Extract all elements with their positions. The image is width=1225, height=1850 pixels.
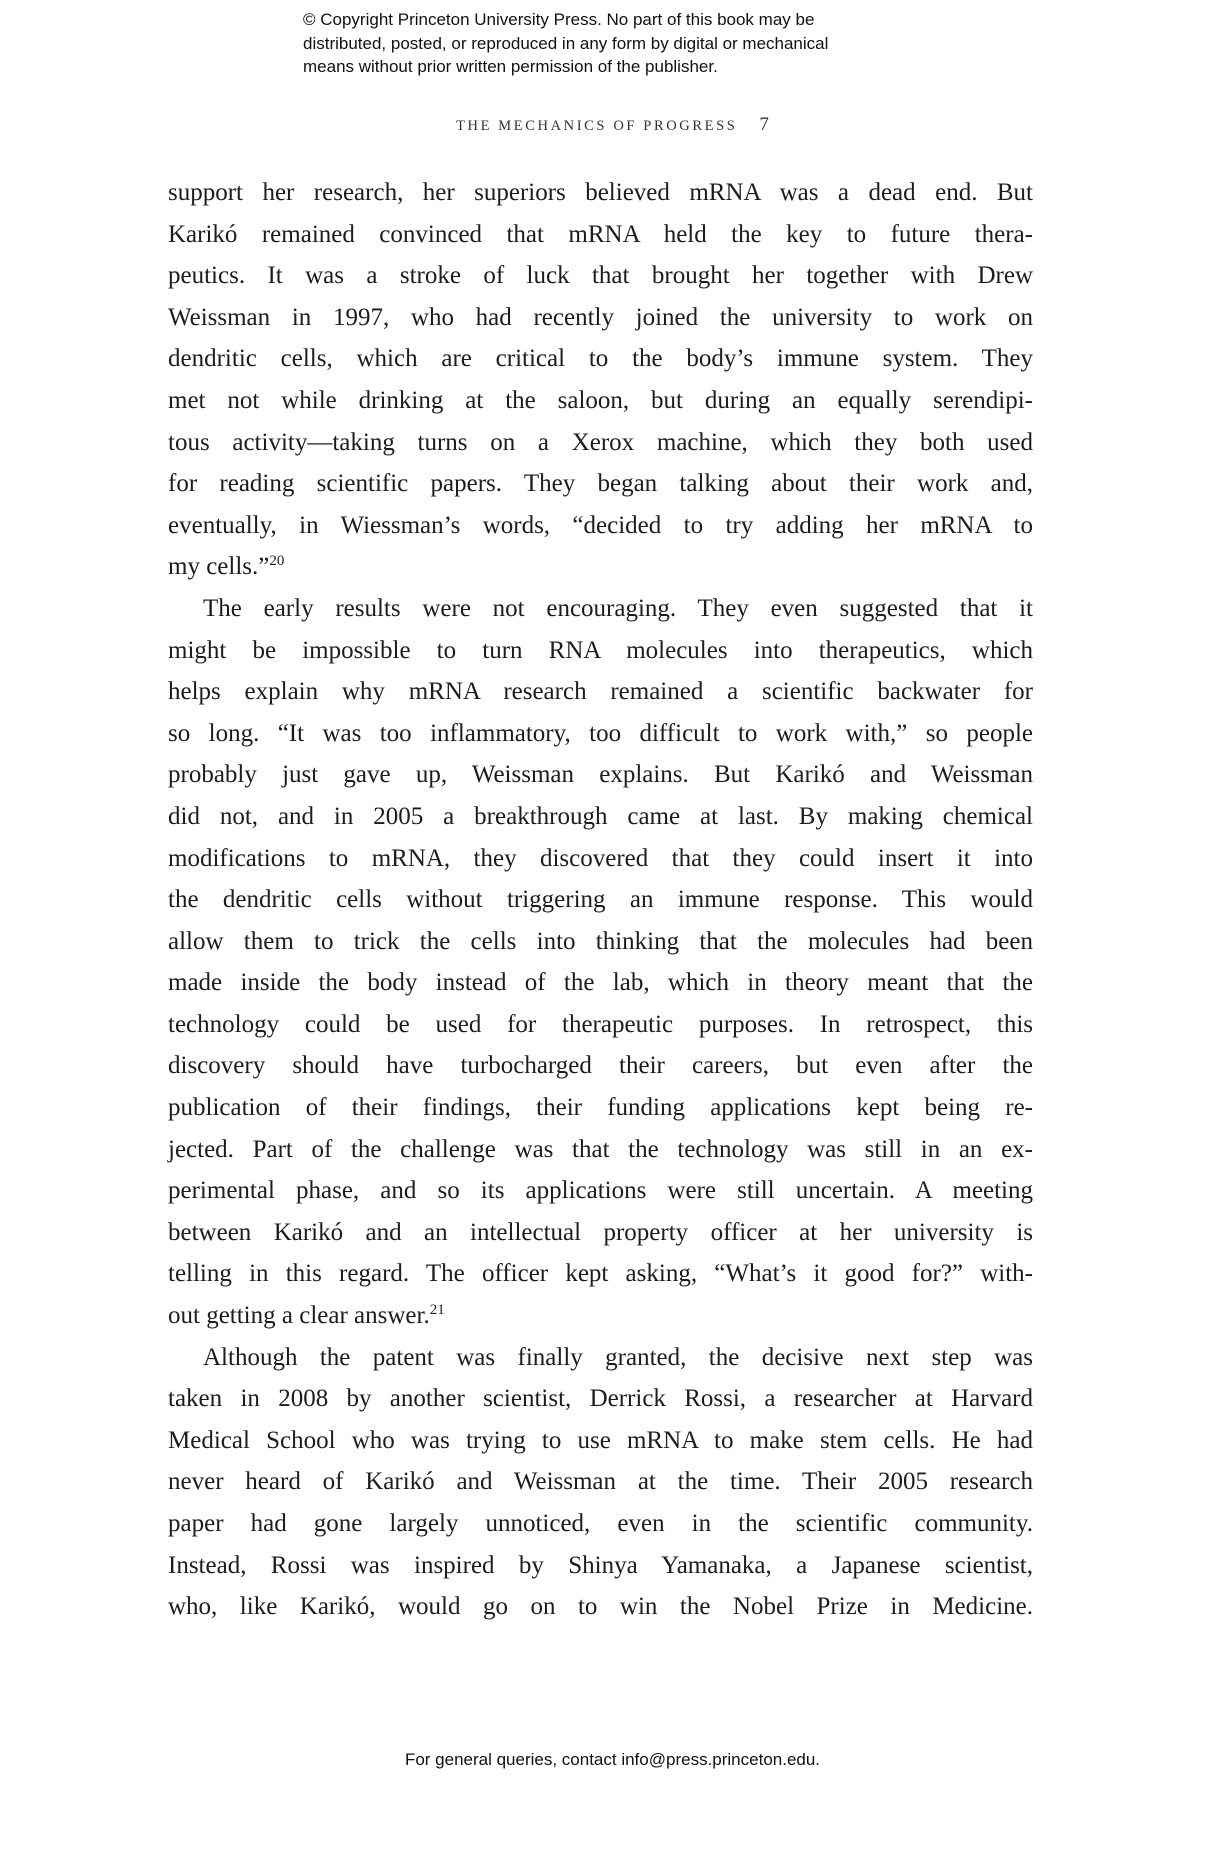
text-line (168, 1045, 1033, 1087)
line-text: taken in 2008 by another scientist, Derrick Rossi, a researcher at Harvard (168, 1385, 1033, 1413)
line-text: technology could be used for therapeutic purposes. In retrospect, this (168, 1010, 1033, 1038)
text-line (168, 463, 1033, 505)
line-text: telling in this regard. The officer kept asking, “What’s it good for?” with- (168, 1260, 1033, 1288)
line-text: Karikó remained convinced that mRNA held the key to future thera- (168, 220, 1033, 248)
text-line (168, 1129, 1033, 1171)
line-text: paper had gone largely unnoticed, even in the scientific community. (168, 1510, 1033, 1537)
text-line (168, 838, 1033, 880)
text-line (168, 380, 1033, 422)
text-line (168, 1545, 1033, 1587)
copyright-line: means without prior written permission of the publisher. (303, 57, 718, 76)
line-text: out getting a clear answer. (168, 1302, 430, 1330)
text-line (168, 338, 1033, 380)
line-text: Medical School who was trying to use mRNA to make stem cells. He had (168, 1426, 1033, 1454)
text-line (168, 754, 1033, 796)
line-text: discovery should have turbocharged their careers, but even after the (168, 1052, 1033, 1080)
footnote-marker: 21 (429, 1302, 445, 1319)
paragraph (168, 1337, 1033, 1628)
line-text: support her research, her superiors believed mRNA was a dead end. But (168, 179, 1033, 206)
text-line (168, 505, 1033, 547)
body-text (168, 172, 1033, 1628)
paragraph (168, 588, 1033, 1337)
line-text: dendritic cells, which are critical to the body’s immune system. They (168, 345, 1033, 373)
line-text: never heard of Karikó and Weissman at the time. Their 2005 research (168, 1468, 1033, 1496)
text-line (168, 214, 1033, 256)
line-text: perimental phase, and so its applications were still uncertain. A meeting (168, 1177, 1033, 1205)
line-text: might be impossible to turn RNA molecules into therapeutics, which (168, 636, 1033, 664)
text-line (168, 630, 1033, 672)
line-text: who, like Karikó, would go on to win the Nobel Prize in Medicine. (168, 1593, 1033, 1621)
text-line (168, 962, 1033, 1004)
text-line (168, 1461, 1033, 1503)
text-line (168, 588, 1033, 630)
line-text: tous activity—taking turns on a Xerox machine, which they both used (168, 428, 1033, 456)
line-text: allow them to trick the cells into thinking that the molecules had been (168, 927, 1033, 955)
text-line (168, 1337, 1033, 1379)
line-text: so long. “It was too inflammatory, too difficult to work with,” so people (168, 719, 1033, 747)
running-head-title: THE MECHANICS OF PROGRESS (456, 118, 738, 134)
footer-contact: For general queries, contact info@press.princeton.edu. (404, 1750, 821, 1769)
line-text: modifications to mRNA, they discovered that they could insert it into (168, 844, 1033, 872)
text-line (168, 546, 1033, 588)
running-head (0, 114, 1225, 136)
text-line (168, 422, 1033, 464)
line-text: for reading scientific papers. They began talking about their work and, (168, 470, 1033, 498)
line-text: Instead, Rossi was inspired by Shinya Yamanaka, a Japanese scientist, (168, 1551, 1033, 1579)
text-line (168, 1212, 1033, 1254)
line-text: my cells.” (168, 553, 270, 581)
copyright-notice (303, 8, 923, 79)
line-text: did not, and in 2005 a breakthrough came at last. By making chemical (168, 802, 1033, 830)
text-line (168, 1087, 1033, 1129)
text-line (168, 297, 1033, 339)
line-text: probably just gave up, Weissman explains. But Karikó and Weissman (168, 761, 1033, 789)
copyright-line: distributed, posted, or reproduced in any form by digital or mechanical (303, 33, 829, 53)
text-line (168, 671, 1033, 713)
line-text: made inside the body instead of the lab, which in theory meant that the (168, 969, 1033, 997)
text-line (168, 921, 1033, 963)
footnote-marker: 20 (269, 553, 285, 570)
line-text: Weissman in 1997, who had recently joined the university to work on (168, 303, 1033, 331)
line-text: The early results were not encouraging. They even suggested that it (203, 594, 1033, 622)
text-line (168, 1378, 1033, 1420)
paragraph (168, 172, 1033, 588)
text-line (168, 879, 1033, 921)
line-text: between Karikó and an intellectual property officer at her university is (168, 1218, 1033, 1246)
text-line (168, 796, 1033, 838)
text-line (168, 1004, 1033, 1046)
text-line (168, 713, 1033, 755)
page-number: 7 (759, 114, 769, 135)
line-text: peutics. It was a stroke of luck that brought her together with Drew (168, 262, 1033, 290)
text-line (168, 172, 1033, 214)
text-line (168, 255, 1033, 297)
line-text: the dendritic cells without triggering an immune response. This would (168, 886, 1033, 914)
text-line (168, 1503, 1033, 1545)
line-text: eventually, in Wiessman’s words, “decided to try adding her mRNA to (168, 511, 1033, 539)
line-text: publication of their findings, their funding applications kept being re- (168, 1094, 1033, 1122)
text-line (168, 1295, 1033, 1337)
line-text: helps explain why mRNA research remained a scientific backwater for (168, 678, 1033, 706)
text-line (168, 1170, 1033, 1212)
text-line (168, 1586, 1033, 1628)
text-line (168, 1420, 1033, 1462)
copyright-line: © Copyright Princeton University Press. No part of this book may be (303, 10, 815, 29)
line-text: jected. Part of the challenge was that the technology was still in an ex- (168, 1135, 1033, 1163)
text-line (168, 1253, 1033, 1295)
line-text: Although the patent was finally granted, the decisive next step was (203, 1343, 1033, 1371)
line-text: met not while drinking at the saloon, but during an equally serendipi- (168, 386, 1033, 414)
